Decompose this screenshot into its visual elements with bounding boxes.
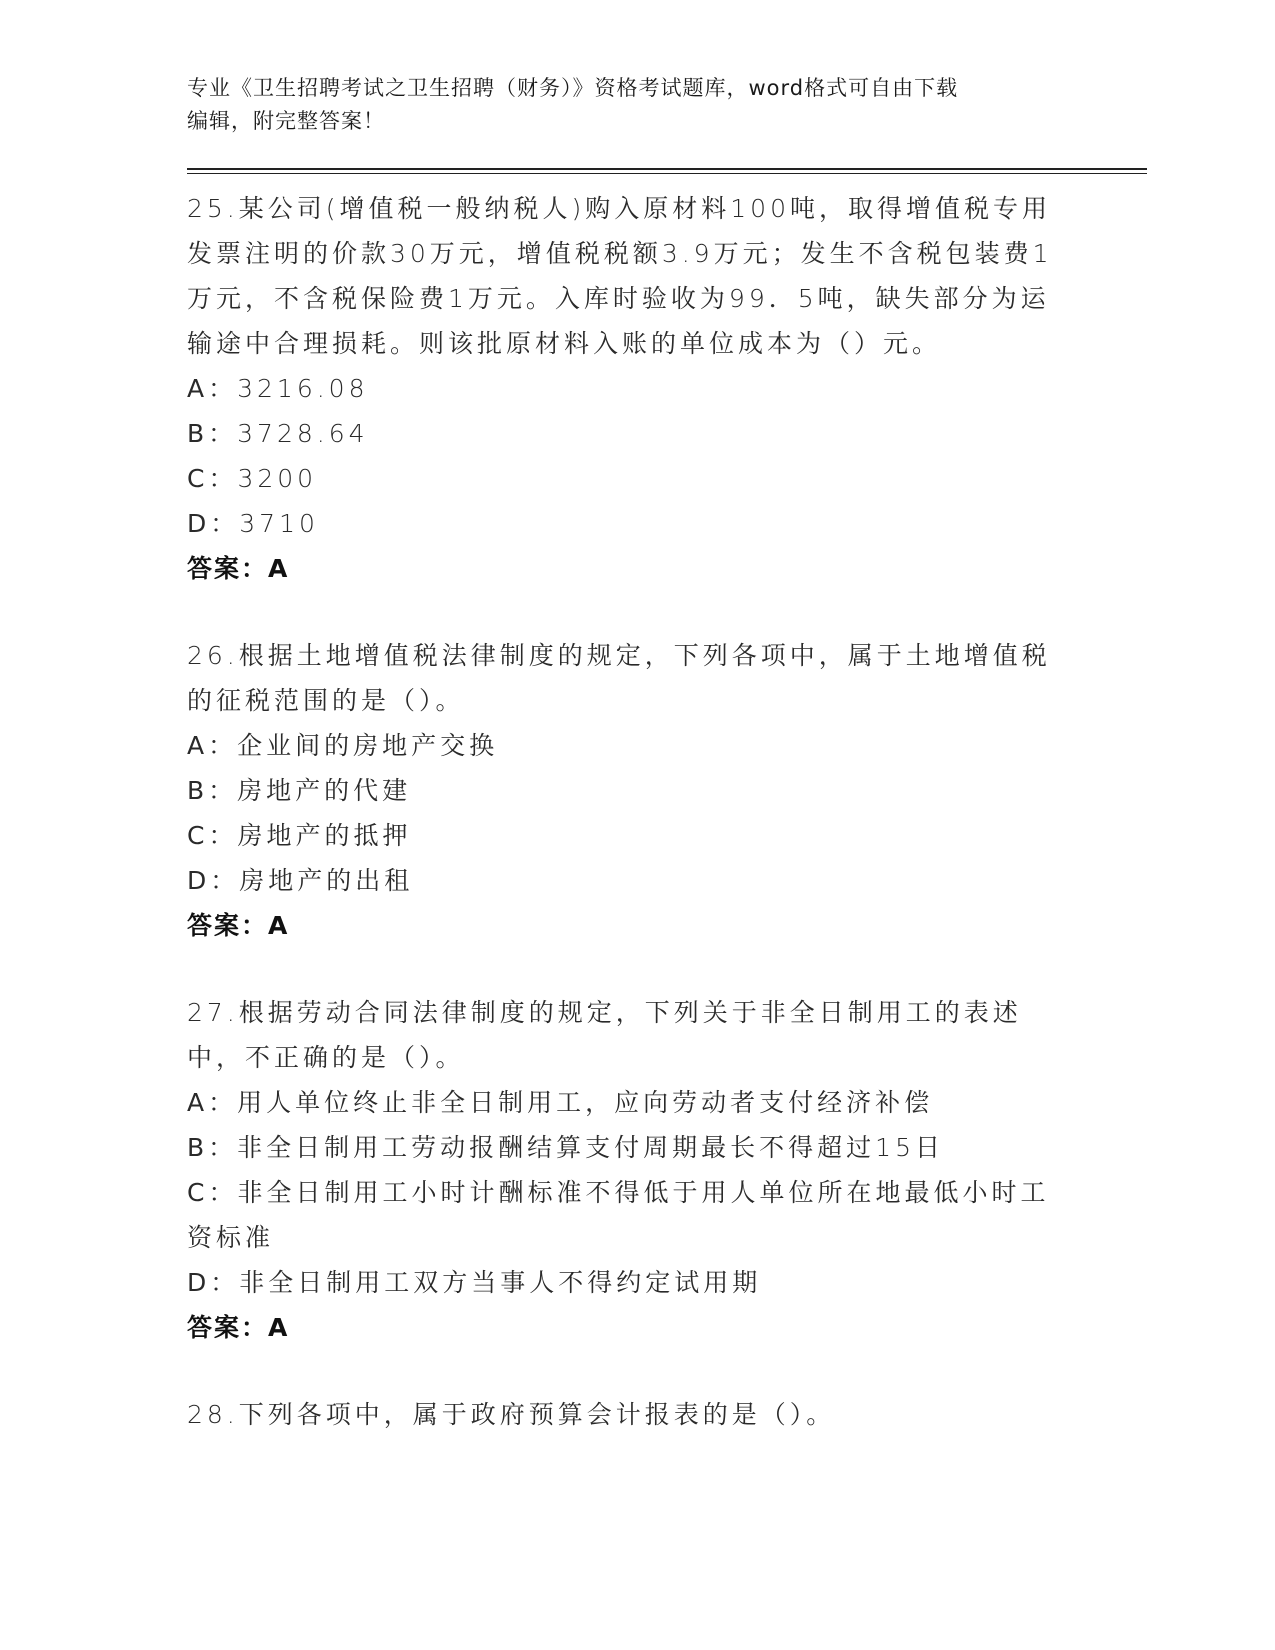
option-label: D：: [187, 509, 240, 538]
question-27: [187, 990, 1147, 1351]
option-label: A：: [187, 1088, 238, 1117]
option-label: C：: [187, 464, 238, 493]
answer-line: 答案：A: [187, 911, 290, 940]
option-text: 3216.08: [237, 374, 369, 403]
option-label: B：: [187, 419, 238, 448]
option-c: [187, 1170, 1067, 1260]
option-text: 企业间的房地产交换: [237, 731, 499, 760]
option-a: [187, 366, 1067, 411]
option-label: B：: [187, 1133, 238, 1162]
option-label: A：: [187, 374, 238, 403]
option-c: [187, 813, 1067, 858]
option-text: 非全日制用工双方当事人不得约定试用期: [239, 1268, 762, 1297]
option-b: [187, 411, 1067, 456]
option-text: 房地产的出租: [239, 866, 414, 895]
header-line-1: 专业《卫生招聘考试之卫生招聘（财务）》资格考试题库，word格式可自由下载: [187, 76, 959, 100]
option-text: 房地产的代建: [237, 776, 412, 805]
answer-line: 答案：A: [187, 554, 290, 583]
document-page: [187, 72, 1147, 1478]
header-line-2: 编辑，附完整答案！: [187, 109, 385, 133]
divider-thin: [187, 173, 1147, 174]
option-text: 3200: [237, 464, 318, 493]
question-stem: 28.下列各项中，属于政府预算会计报表的是（）。: [187, 1400, 836, 1429]
option-d: [187, 858, 1067, 903]
document-header: [187, 72, 1067, 138]
option-text: 3728.64: [237, 419, 369, 448]
question-stem: 26.根据土地增值税法律制度的规定，下列各项中，属于土地增值税的征税范围的是（）。: [187, 641, 1051, 715]
option-a: [187, 1080, 1067, 1125]
option-a: [187, 723, 1067, 768]
option-label: B：: [187, 776, 238, 805]
option-label: D：: [187, 866, 240, 895]
question-stem: 25.某公司(增值税一般纳税人)购入原材料100吨，取得增值税专用发票注明的价款30万元，增值税税额3.9万元；发生不含税包装费1万元，不含税保险费1万元。入库时验收为99．5吨，缺失部分为运输途中合理损耗。则该批原材料入账的单位成本为（）元。: [187, 194, 1053, 358]
option-d: [187, 501, 1067, 546]
question-list: [187, 186, 1147, 1437]
option-text: 房地产的抵押: [237, 821, 412, 850]
header-divider: [187, 168, 1147, 174]
option-label: C：: [187, 821, 238, 850]
answer-line: 答案：A: [187, 1313, 290, 1342]
option-c: [187, 456, 1067, 501]
question-25: [187, 186, 1147, 592]
option-text: 用人单位终止非全日制用工，应向劳动者支付经济补偿: [237, 1088, 934, 1117]
question-stem: 27.根据劳动合同法律制度的规定，下列关于非全日制用工的表述中，不正确的是（）。: [187, 998, 1022, 1072]
option-label: C：: [187, 1178, 238, 1207]
question-26: [187, 633, 1147, 949]
option-text: 非全日制用工小时计酬标准不得低于用人单位所在地最低小时工资标准: [187, 1178, 1050, 1252]
option-b: [187, 768, 1067, 813]
divider-thick: [187, 168, 1147, 170]
option-d: [187, 1260, 1067, 1305]
option-text: 非全日制用工劳动报酬结算支付周期最长不得超过15日: [237, 1133, 944, 1162]
option-b: [187, 1125, 1067, 1170]
option-label: A：: [187, 731, 238, 760]
option-text: 3710: [239, 509, 319, 538]
question-28: [187, 1392, 1147, 1437]
option-label: D：: [187, 1268, 240, 1297]
